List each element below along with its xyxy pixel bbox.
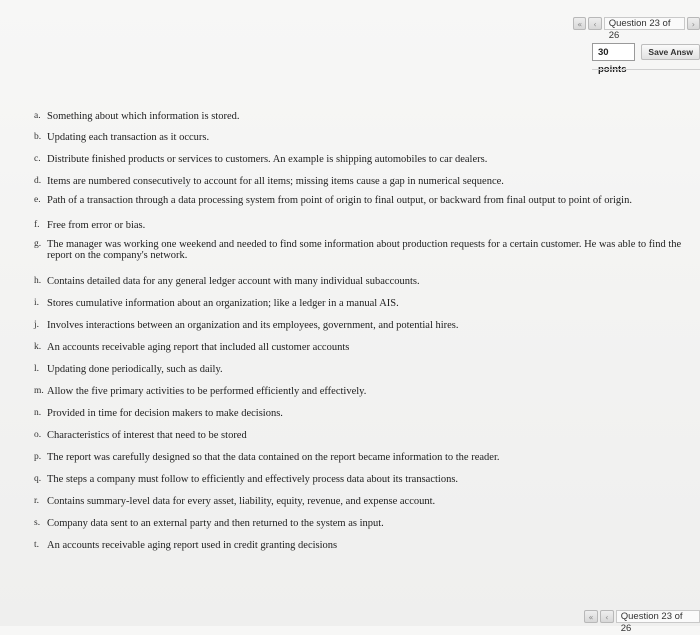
item-letter: e. xyxy=(34,195,41,205)
list-item xyxy=(34,452,684,463)
item-letter: h. xyxy=(34,276,42,286)
list-item xyxy=(34,132,684,143)
item-letter: c. xyxy=(34,154,41,164)
top-question-navigation xyxy=(573,16,700,41)
item-text: Contains detailed data for any general ledger account with many individual subaccounts. xyxy=(47,276,420,287)
item-text: Stores cumulative information about an organization; like a ledger in a manual AIS. xyxy=(47,298,399,309)
list-item xyxy=(34,176,684,187)
question-counter: Question 23 of 26 xyxy=(616,610,700,623)
list-item xyxy=(34,540,684,551)
item-text: Updating done periodically, such as daily. xyxy=(47,364,223,375)
double-chevron-left-icon[interactable]: « xyxy=(584,610,598,623)
item-letter: l. xyxy=(34,364,40,374)
item-text: Characteristics of interest that need to be stored xyxy=(47,430,247,441)
item-letter: g. xyxy=(34,239,42,249)
item-letter: f. xyxy=(34,220,40,230)
question-counter: Question 23 of 26 xyxy=(604,17,685,30)
item-letter: s. xyxy=(34,518,41,528)
list-item xyxy=(34,220,684,231)
list-item xyxy=(34,195,684,206)
list-item xyxy=(34,111,684,122)
list-item xyxy=(34,342,684,353)
list-item xyxy=(34,154,684,165)
header-divider xyxy=(592,69,700,70)
chevron-right-icon[interactable]: › xyxy=(687,17,700,30)
item-text: Path of a transaction through a data processing system from point of origin to final output, or backward from final output to point of origin. xyxy=(47,195,632,206)
bottom-question-navigation xyxy=(584,609,700,634)
item-letter: n. xyxy=(34,408,42,418)
list-item xyxy=(34,518,684,529)
chevron-left-icon[interactable]: ‹ xyxy=(588,17,601,30)
list-item xyxy=(34,386,684,397)
item-letter: k. xyxy=(34,342,42,352)
list-item xyxy=(34,276,684,287)
points-bar xyxy=(592,42,700,62)
list-item xyxy=(34,408,684,419)
list-item xyxy=(34,239,684,261)
definition-list xyxy=(34,111,684,551)
save-answer-button[interactable]: Save Answ xyxy=(641,44,700,60)
item-text: Provided in time for decision makers to make decisions. xyxy=(47,408,283,419)
list-item xyxy=(34,364,684,375)
item-letter: t. xyxy=(34,540,40,550)
item-letter: r. xyxy=(34,496,40,506)
item-text: An accounts receivable aging report used in credit granting decisions xyxy=(47,540,338,551)
chevron-left-icon[interactable]: ‹ xyxy=(600,610,614,623)
item-text: Company data sent to an external party and then returned to the system as input. xyxy=(47,518,384,529)
item-text: The report was carefully designed so that the data contained on the report became information to the reader. xyxy=(47,452,500,463)
item-text: An accounts receivable aging report that included all customer accounts xyxy=(47,342,350,353)
item-letter: i. xyxy=(34,298,40,308)
item-text: Updating each transaction as it occurs. xyxy=(47,132,210,143)
item-text: Free from error or bias. xyxy=(47,220,146,231)
double-chevron-left-icon[interactable]: « xyxy=(573,17,586,30)
list-item xyxy=(34,430,684,441)
item-letter: m. xyxy=(34,386,44,396)
item-letter: o. xyxy=(34,430,42,440)
item-letter: p. xyxy=(34,452,42,462)
item-text: Allow the five primary activities to be performed efficiently and effectively. xyxy=(47,386,367,397)
list-item xyxy=(34,474,684,485)
item-text: The manager was working one weekend and needed to find some information about production requests for a certain customer. He was able to find the report on the company's network. xyxy=(47,239,682,261)
item-text: Items are numbered consecutively to account for all items; missing items cause a gap in numerical sequence. xyxy=(47,176,504,187)
item-text: Involves interactions between an organization and its employees, government, and potential hires. xyxy=(47,320,459,331)
list-item xyxy=(34,320,684,331)
list-item xyxy=(34,298,684,309)
list-item xyxy=(34,496,684,507)
item-letter: b. xyxy=(34,132,42,142)
item-text: Distribute finished products or services to customers. An example is shipping automobiles to car dealers. xyxy=(47,154,488,165)
item-text: Contains summary-level data for every asset, liability, equity, revenue, and expense account. xyxy=(47,496,436,507)
item-text: Something about which information is stored. xyxy=(47,111,240,122)
item-letter: d. xyxy=(34,176,42,186)
item-letter: a. xyxy=(34,111,41,121)
item-letter: q. xyxy=(34,474,42,484)
points-badge: 30 xyxy=(592,43,635,61)
item-text: The steps a company must follow to efficiently and effectively process data about its transactions. xyxy=(47,474,459,485)
item-letter: j. xyxy=(34,320,40,330)
